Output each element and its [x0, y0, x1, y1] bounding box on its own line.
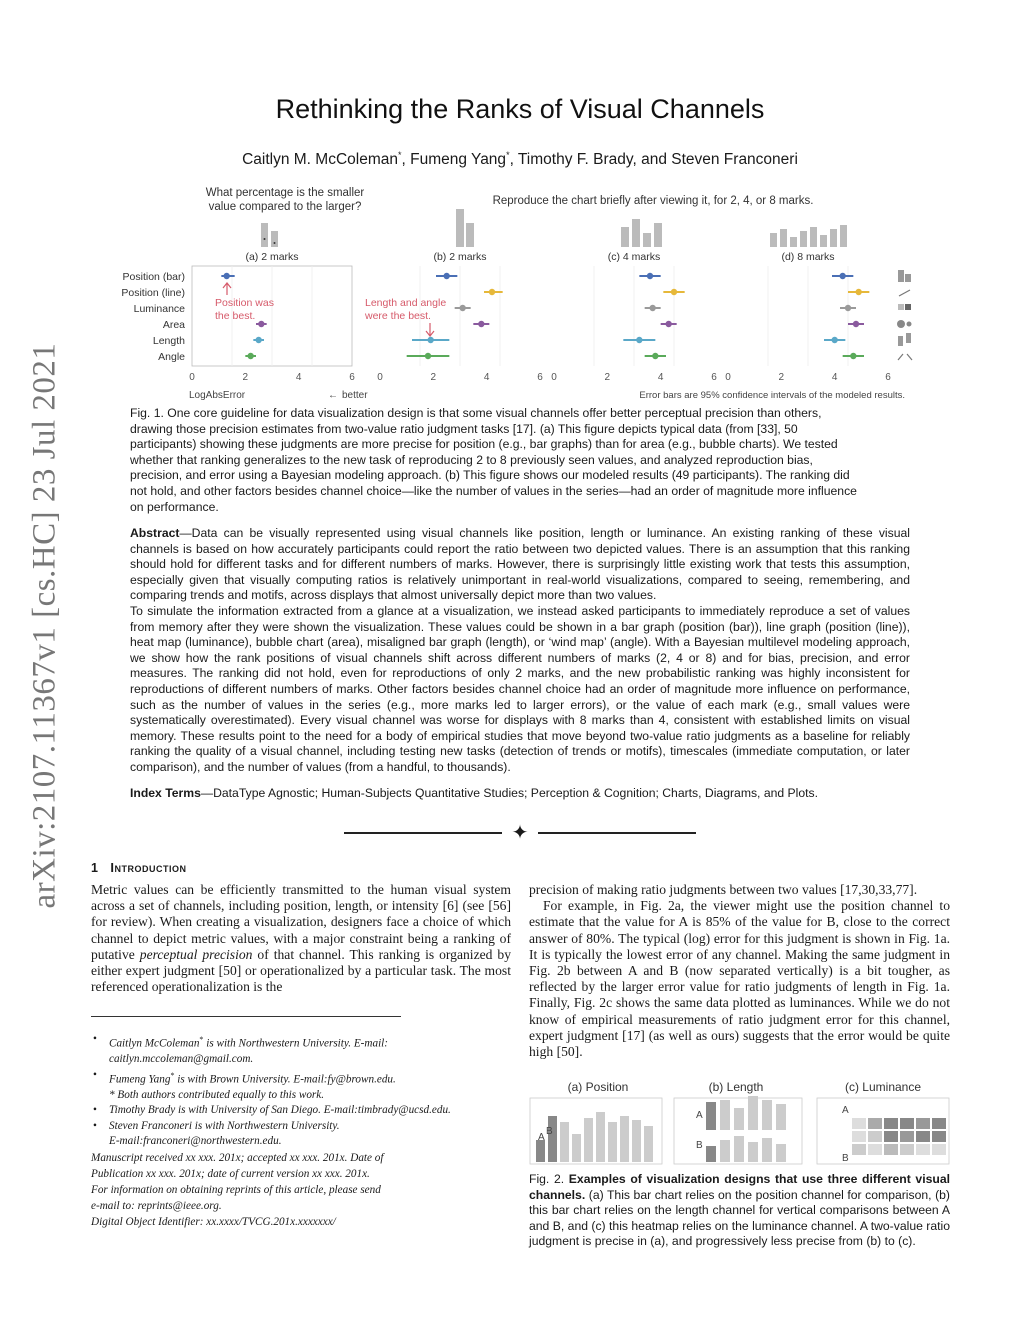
figure-2: [528, 1076, 952, 1168]
data-point: [247, 353, 253, 359]
divider-star-icon: ✦: [511, 822, 529, 844]
stimulus-bar: [770, 233, 777, 247]
length-bar-bottom: [748, 1142, 758, 1162]
stimulus-bar: [840, 225, 847, 247]
angle-icon: [907, 354, 912, 360]
x-tick-label: 4: [831, 372, 838, 383]
data-point: [647, 273, 653, 279]
data-point: [478, 321, 484, 327]
position-bar: [620, 1116, 629, 1162]
length-icon: [906, 333, 911, 343]
position-bar: [584, 1118, 593, 1162]
data-point: [853, 321, 859, 327]
data-point: [459, 305, 465, 311]
stimulus-bar: [810, 227, 817, 247]
data-point: [255, 337, 261, 343]
panel-title: (c) 4 marks: [607, 251, 661, 263]
data-point: [855, 289, 861, 295]
figure-1: [110, 180, 920, 402]
stimulus-bar: [466, 223, 474, 247]
luminance-cell: [852, 1131, 866, 1142]
footnote-item: • Steven Franconeri is with Northwestern University.: [93, 1119, 340, 1132]
fig1-better-label: better: [342, 390, 368, 401]
fig2b-label-a: A: [696, 1110, 703, 1121]
fig1-reproduce-question: Reproduce the chart briefly after viewing it, for 2, 4, or 8 marks.: [492, 195, 814, 207]
channel-label: Area: [162, 319, 185, 331]
luminance-cell: [916, 1131, 930, 1142]
length-bar-top: [706, 1102, 716, 1130]
luminance-cell: [868, 1144, 882, 1155]
section-divider: [0, 820, 1024, 845]
stimulus-bar: [790, 237, 797, 247]
length-bar-top: [776, 1104, 786, 1130]
panel-title: (a) 2 marks: [245, 251, 299, 263]
fig2-panel-c-title: (c) Luminance: [844, 1080, 922, 1094]
length-bar-bottom: [720, 1140, 730, 1162]
position-bar: [536, 1140, 545, 1162]
length-bar-top: [748, 1096, 758, 1130]
fig1-stimuli: [261, 209, 847, 247]
line-icon: [899, 290, 910, 296]
x-tick-label: 2: [430, 372, 437, 383]
footnote-item: • Fumeng Yang* is with Brown University. E-mail:fy@brown.edu.: [93, 1068, 396, 1086]
fig1-question-line1: What percentage is the smaller: [205, 187, 365, 199]
fig1-channel-icons: [897, 270, 912, 360]
data-point: [831, 337, 837, 343]
index-terms: Index Terms—DataType Agnostic; Human-Subjects Quantitative Studies; Perception & Cognition; Charts, Diagrams, and Plots.: [130, 786, 819, 800]
fig1-caption: Fig. 1. One core guideline for data visualization design is that some visual channels offer better perceptual precision than others, drawing those precision estimates from two-value ratio judgment tasks [17]. (a) This figure depicts typical data (from [33], 50 participants) showing these judgments are more precise for position (e.g., bar graphs) than for area (e.g., bubble charts). We tested whether that ranking generalizes to the new task of reproducing 2 to 8 previously seen values, and analyzed reproduction bias, precision, and error using a Bayesian modeling approach. (b) This figure shows our modeled results (49 participants). The ranking did not hold, and other factors besides channel choice—like the number of values in the series—had an order of magnitude more influence on performance.: [130, 406, 857, 514]
position-bar: [548, 1116, 557, 1162]
arxiv-identifier: arXiv:2107.11367v1 [cs.HC] 23 Jul 2021: [26, 342, 63, 909]
length-bar-bottom: [734, 1136, 744, 1162]
luminance-cell: [900, 1118, 914, 1129]
intro-right-column: precision of making ratio judgments between two values [17,30,33,77]. For example, in Fig. 2a, the viewer might use the position channel to estimate that the value for A is 85% of the value for B, close to the correct answer of 80%. The typical (log) error for this judgment is shown in Fig. 1a. It is typically the lowest error of any channel. Making the same judgment in Fig. 2b between A and B (now separated vertically) is a bit tougher, as reflected by the larger error value for ratio judgments of length in Fig. 1a. Finally, Fig. 2c shows the same data plotted as luminances. While we do not know of empirical measurements of ratio judgment error for this channel, expert judgment [17] (as well as ours) suggests that the error would be quite high [50].: [529, 882, 950, 1060]
data-point: [258, 321, 264, 327]
x-tick-label: 0: [189, 372, 195, 383]
author-footnotes: • Caitlyn McColeman* is with Northwestern University. E-mail: caitlyn.mccoleman@gmail.com. • Fumeng Yang* is with Brown University. E-mail:fy@brown.edu. * Both authors contributed equally to this work. • Timothy Brady is with University of San Diego. E-mail:timbrady@ucsd.edu. • Steven Franconeri is with Northwestern University. E-mail:franconeri@northwestern.edu.: [91, 1032, 521, 1149]
section-heading: 1 Introduction: [91, 860, 187, 875]
data-point: [839, 273, 845, 279]
length-bar-bottom: [762, 1138, 772, 1162]
stimulus-bar: [800, 231, 807, 247]
fig2-caption: Fig. 2. Examples of visualization designs that use three different visual channels. (a) This bar chart relies on the position channel for comparison, (b) this bar chart relies on the length channel for vertical comparisons between A and B, and (c) this heatmap relies on the luminance channel. A two-value ratio judgment is precise in (a), and progressively less precise from (b) to (c).: [529, 1172, 950, 1249]
fig1-question-line2: value compared to the larger?: [208, 201, 362, 213]
area-icon: [897, 320, 905, 328]
stimulus-bar: [654, 223, 662, 247]
stimulus-dot: [264, 238, 266, 240]
luminance-cell: [884, 1118, 898, 1129]
abstract: Abstract—Data can be visually represented using visual channels like position, length or luminance. An existing ranking of these visual channels is based on how accurately participants could report the ratio between two depicted values. There is an assumption that this ranking should hold for different tasks and for different numbers of marks. However, there is surprisingly little existing work that tests this assumption, especially given that visually computing ratios is relatively unimportant in real-world visualizations, compared to seeing, remembering, and comparing trends and motifs, across displays that almost universally depict more than two values. To simulate the information extracted from a glance at a visualization, we instead asked participants to immediately reproduce a set of values from memory after they were shown the visualization. These values could be shown in a bar graph (position (bar)), line graph (position (line)), heat map (luminance), bubble chart (area), misaligned bar graph (length), or ‘wind map’ (angle). With a Bayesian multilevel modeling approach, we show how the rank positions of visual channels shift across different numbers of marks (2, 4 or 8) and for bias, precision, and error measures. The ranking did not hold, even for reproductions of only 2 marks, and the new probabilistic ranking was highly inconsistent for reproductions of different numbers of marks. Other factors besides channel choice had an order of magnitude more influence on performance, such as the number of values in the series (e.g., more marks led to larger errors), or the value of each mark (e.g., small values were systematically overestimated). Every visual channel was worse for displays with 8 marks than 4, consistent with established limits on visual memory. These results point to the need for a body of empirical studies that move beyond two-value ratio judgments as a baseline for reliably ranking the quality of a visual channel, including testing new tasks (detection of trends or motifs), timescales (immediate computation, or later comparison), and the number of values (from a handful, to thousands).: [130, 526, 910, 774]
length-bar-bottom: [706, 1146, 716, 1162]
luminance-cell: [868, 1118, 882, 1129]
stimulus-bar: [271, 231, 278, 247]
paper-title: Rethinking the Ranks of Visual Channels: [275, 94, 765, 124]
x-tick-label: 6: [711, 372, 717, 383]
length-bar-top: [762, 1100, 772, 1130]
luminance-cell: [900, 1131, 914, 1142]
data-point: [671, 289, 677, 295]
chart-panel: [551, 251, 717, 383]
position-bar: [608, 1122, 617, 1162]
channel-label: Position (bar): [122, 271, 185, 283]
stimulus-bar: [830, 229, 837, 247]
stimulus-bar: [780, 229, 787, 247]
position-bar: [596, 1112, 605, 1162]
stimulus-bar: [261, 223, 268, 247]
fig2a-label-a: A: [538, 1132, 545, 1143]
stimulus-bar: [621, 227, 629, 247]
luminance-icon: [898, 304, 904, 310]
data-point: [665, 321, 671, 327]
stimulus-bar: [456, 209, 464, 247]
author-list: Caitlyn M. McColeman*, Fumeng Yang*, Timothy F. Brady, and Steven Franconeri: [242, 150, 798, 169]
panel-title: (d) 8 marks: [781, 251, 835, 263]
x-tick-label: 0: [551, 372, 557, 383]
luminance-cell: [932, 1131, 946, 1142]
x-tick-label: 6: [537, 372, 543, 383]
angle-icon: [898, 354, 903, 360]
length-icon: [898, 336, 903, 346]
position-bar: [632, 1120, 641, 1162]
data-point: [850, 353, 856, 359]
bar-icon: [905, 274, 911, 282]
x-tick-label: 4: [657, 372, 664, 383]
position-bar: [560, 1122, 569, 1162]
fig2-panel-b-title: (b) Length: [708, 1080, 764, 1094]
x-tick-label: 0: [725, 372, 731, 383]
luminance-cell: [932, 1144, 946, 1155]
data-point: [223, 273, 229, 279]
annotation-a-line1: Position was: [215, 297, 274, 309]
luminance-icon: [905, 304, 911, 310]
fig2a-label-b: B: [546, 1126, 553, 1137]
data-point: [489, 289, 495, 295]
length-bar-top: [734, 1108, 744, 1130]
luminance-cell: [900, 1144, 914, 1155]
fig1-channel-labels: [121, 271, 185, 363]
position-bar: [572, 1134, 581, 1162]
stimulus-bar: [820, 235, 827, 247]
x-tick-label: 6: [885, 372, 891, 383]
data-point: [652, 353, 658, 359]
fig2-panel-a-title: (a) Position: [567, 1080, 629, 1094]
stimulus-dot: [274, 242, 276, 244]
stimulus-bar: [643, 233, 651, 247]
chart-panel: [725, 251, 891, 383]
bar-icon: [898, 270, 904, 282]
channel-label: Luminance: [133, 303, 185, 315]
channel-label: Position (line): [121, 287, 185, 299]
luminance-cell: [868, 1131, 882, 1142]
annotation-a-line2: the best.: [215, 310, 256, 322]
data-point: [649, 305, 655, 311]
data-point: [425, 353, 431, 359]
better-arrow-icon: ←: [328, 390, 338, 401]
panel-title: (b) 2 marks: [433, 251, 487, 263]
luminance-cell: [884, 1144, 898, 1155]
x-tick-label: 6: [349, 372, 355, 383]
data-point: [427, 337, 433, 343]
data-point: [636, 337, 642, 343]
fig2b-label-b: B: [696, 1140, 703, 1151]
footnote-item: • Timothy Brady is with University of San Diego. E-mail:timbrady@ucsd.edu.: [93, 1104, 451, 1117]
data-point: [443, 273, 449, 279]
area-icon: [907, 322, 912, 327]
footnote-rule: [91, 1016, 401, 1017]
data-point: [845, 305, 851, 311]
fig1-xlabel: LogAbsError: [189, 390, 246, 401]
luminance-cell: [884, 1131, 898, 1142]
luminance-cell: [916, 1118, 930, 1129]
channel-label: Length: [152, 335, 185, 347]
fig1-panels: [189, 251, 891, 383]
x-tick-label: 2: [778, 372, 785, 383]
stimulus-bar: [632, 219, 640, 247]
x-tick-label: 4: [295, 372, 302, 383]
intro-left-column: Metric values can be efficiently transmitted to the human visual system across a set of channels, including position, length, or intensity [6] (see [56] for review). When creating a visualization, designers face a choice of which channel to depict metric values, with a major constraint being a ranking of putative perceptual precision of that channel. This ranking is organized by either expert judgment [50] or operationalized by a particular task. The most referenced operationalization is the: [91, 882, 512, 995]
manuscript-info: Manuscript received xx xxx. 201x; accepted xx xxx. 201x. Date of Publication xx xxx. 201x; date of current version xx xxx. 201x. For information on obtaining reprints of this article, please send e-mail to: reprints@ieee.org. Digital Object Identifier: xx.xxxx/TVCG.201x.xxxxxxx/: [91, 1152, 384, 1228]
channel-label: Angle: [158, 351, 185, 363]
luminance-cell: [852, 1118, 866, 1129]
length-bar-bottom: [776, 1144, 786, 1162]
x-tick-label: 0: [377, 372, 383, 383]
x-tick-label: 2: [242, 372, 249, 383]
footnote-item: • Caitlyn McColeman* is with Northwestern University. E-mail:: [93, 1033, 389, 1050]
luminance-cell: [916, 1144, 930, 1155]
luminance-cell: [852, 1144, 866, 1155]
fig2c-label-b: B: [842, 1153, 849, 1164]
annotation-b-line2: were the best.: [365, 310, 431, 322]
x-tick-label: 2: [604, 372, 611, 383]
length-bar-top: [720, 1100, 730, 1130]
luminance-cell: [932, 1118, 946, 1129]
fig2c-label-a: A: [842, 1105, 849, 1116]
position-bar: [644, 1126, 653, 1162]
x-tick-label: 4: [483, 372, 490, 383]
fig1-error-note: Error bars are 95% confidence intervals of the modeled results.: [639, 390, 905, 401]
annotation-b-line1: Length and angle: [365, 297, 447, 309]
